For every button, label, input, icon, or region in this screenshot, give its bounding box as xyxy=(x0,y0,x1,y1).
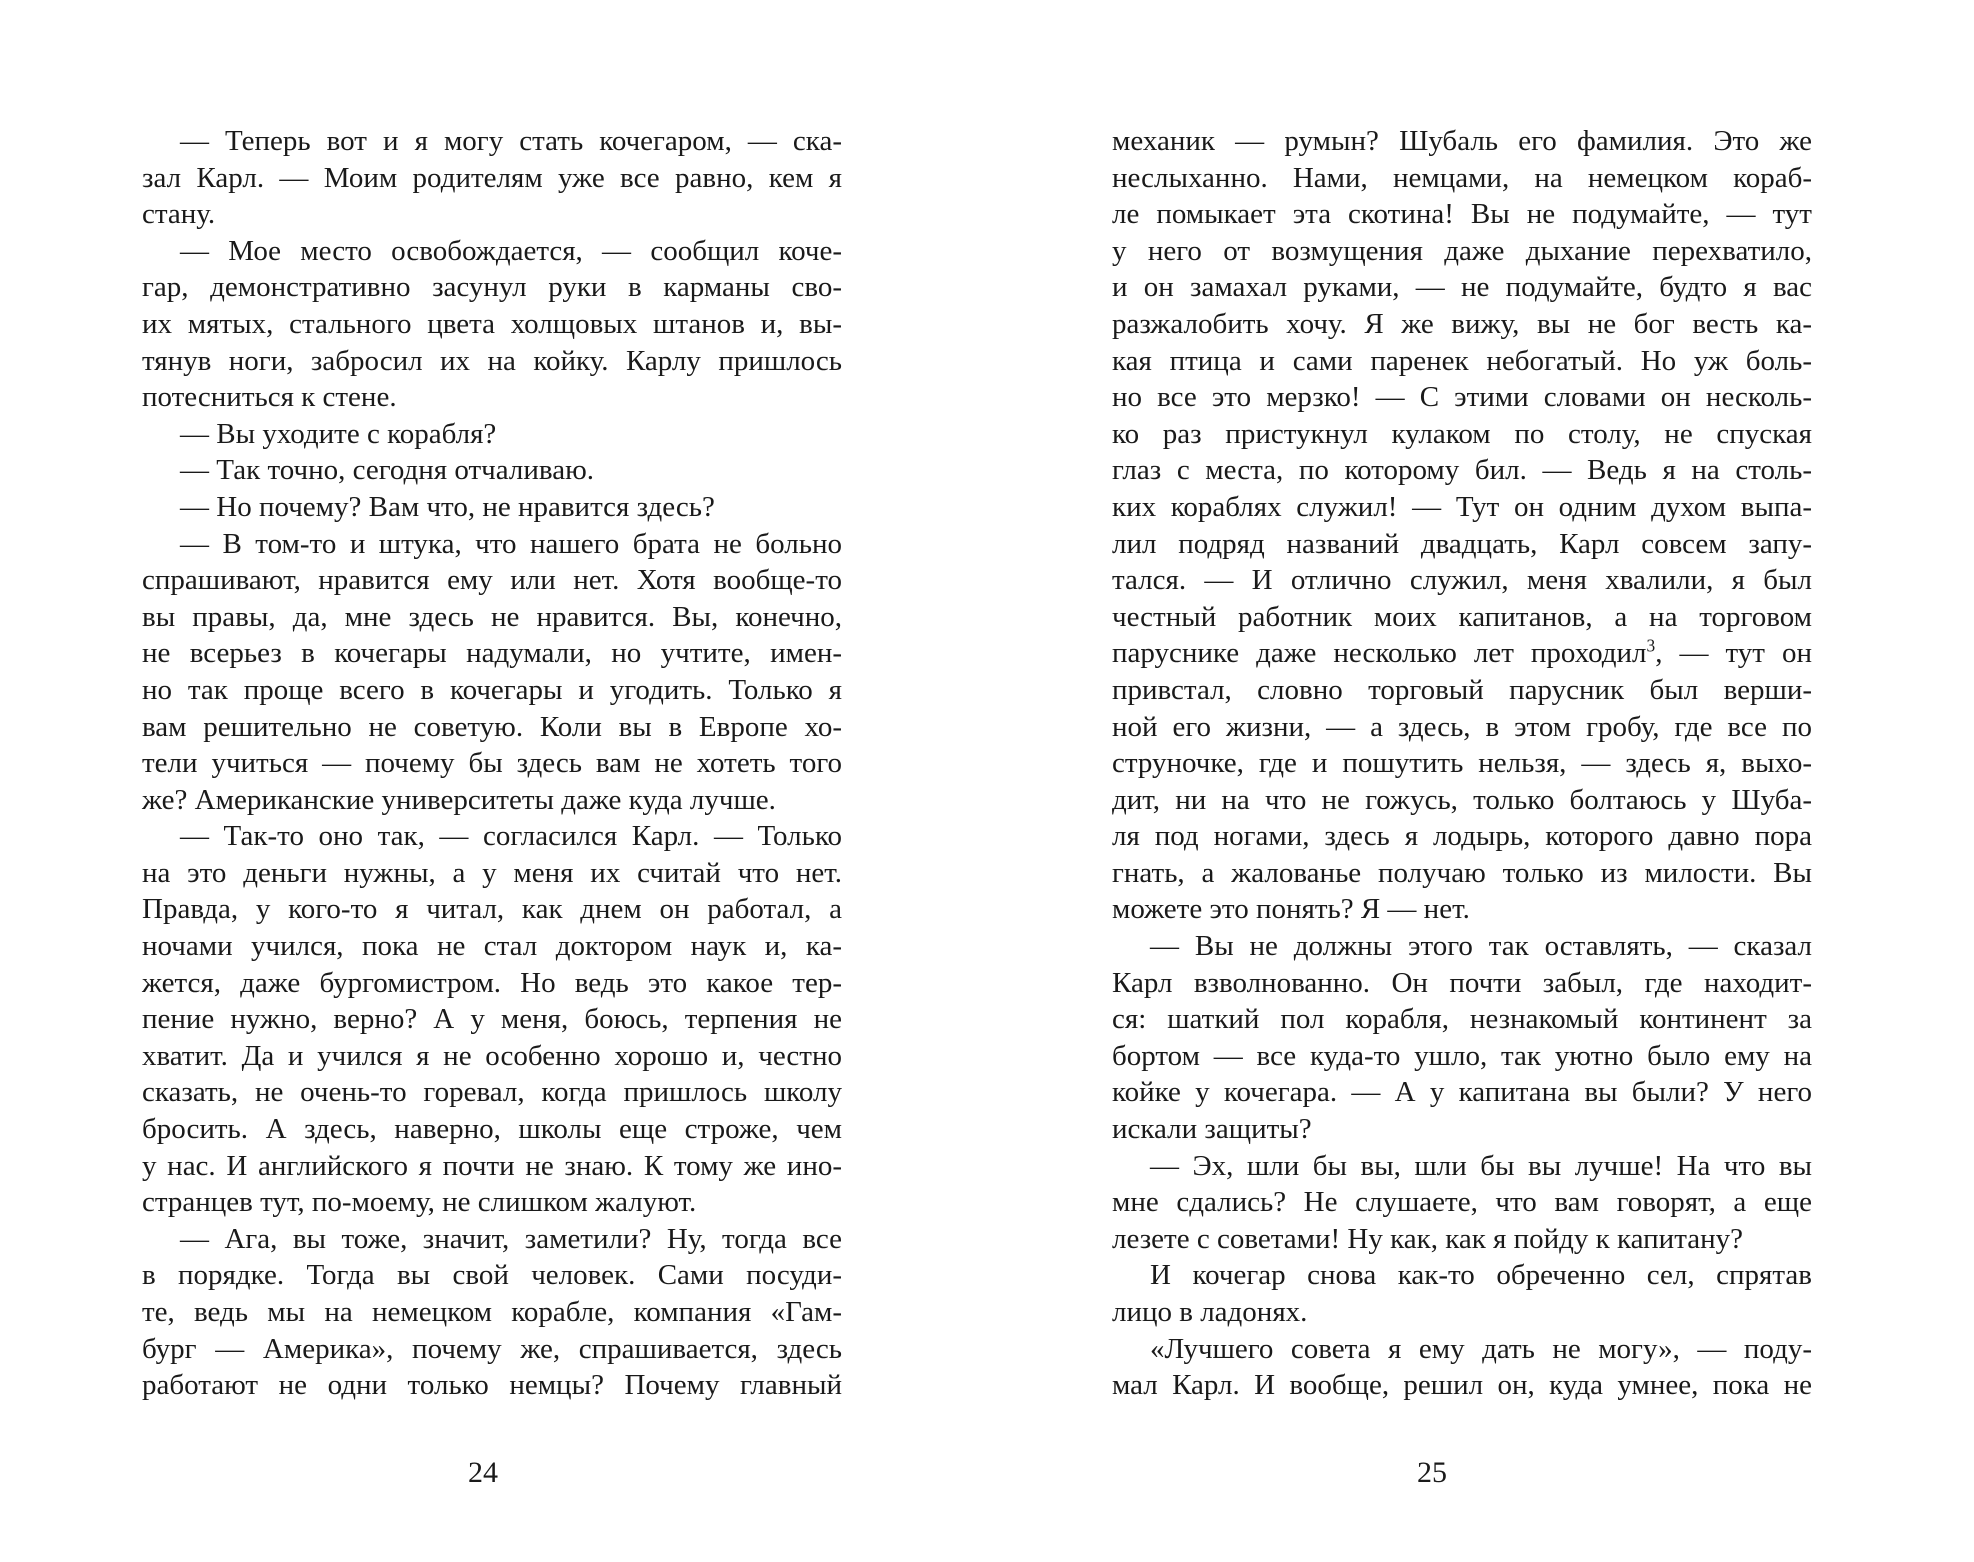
text-line xyxy=(1112,635,1812,672)
text-line: бортом — все куда-то ушло, так уютно было ему на xyxy=(1112,1039,1812,1072)
text-line-segment: , — тут он xyxy=(1655,637,1813,670)
text-line: честный работник моих капитанов, а на торговом xyxy=(1112,600,1812,633)
left-page-text xyxy=(142,123,842,1404)
text-line: сказать, не очень-то горевал, когда пришлось школу xyxy=(142,1076,842,1109)
text-line: гар, демонстративно засунул руки в карманы сво- xyxy=(142,271,842,304)
text-line: ночами учился, пока не стал доктором наук и, ка- xyxy=(142,930,842,963)
text-line: тянув ноги, забросил их на койку. Карлу пришлось xyxy=(142,344,842,377)
text-line: — Вы уходите с корабля? xyxy=(180,417,497,450)
text-line: кая птица и сами паренек небогатый. Но уж боль- xyxy=(1112,344,1812,377)
text-line: Правда, у кого-то я читал, как днем он работал, а xyxy=(142,893,842,926)
text-line: стану. xyxy=(142,198,216,231)
text-line: тался. — И отлично служил, меня хвалили, я был xyxy=(1112,564,1812,597)
text-line: ко раз пристукнул кулаком по столу, не спуская xyxy=(1112,417,1812,450)
text-line: не всерьез в кочегары надумали, но учтите, имен- xyxy=(142,637,842,670)
text-line: глаз с места, по которому бил. — Ведь я на столь- xyxy=(1112,454,1812,487)
text-line: вы правы, да, мне здесь не нравится. Вы, конечно, xyxy=(142,600,842,633)
text-line: койке у кочегара. — А у капитана вы были? У него xyxy=(1112,1076,1812,1109)
text-line: зал Карл. — Моим родителям уже все равно, кем я xyxy=(142,161,842,194)
text-line: спрашивают, нравится ему или нет. Хотя вообще-то xyxy=(142,564,842,597)
text-line: искали защиты? xyxy=(1112,1113,1312,1146)
text-line: — Мое место освобождается, — сообщил коче- xyxy=(180,234,842,267)
text-line: ной его жизни, — а здесь, в этом гробу, где все по xyxy=(1112,710,1812,743)
text-line: мал Карл. И вообще, решил он, куда умнее, пока не xyxy=(1112,1369,1812,1402)
text-line: лил подряд названий двадцать, Карл совсем запу- xyxy=(1112,527,1812,560)
text-line: ле помыкает эта скотина! Вы не подумайте, — тут xyxy=(1112,198,1812,231)
right-page-text xyxy=(1112,123,1812,1404)
page-number-left: 24 xyxy=(468,1456,498,1489)
text-line: неслыханно. Нами, немцами, на немецком кораб- xyxy=(1112,161,1812,194)
text-line: мне сдались? Не слушаете, что вам говорят, а еще xyxy=(1112,1186,1812,1219)
text-line: можете это понять? Я — нет. xyxy=(1112,893,1470,926)
text-line: но все это мерзко! — С этими словами он несколь- xyxy=(1112,381,1812,414)
text-line: но так проще всего в кочегары и угодить. Только я xyxy=(142,673,842,706)
text-line: — Так-то оно так, — согласился Карл. — Только xyxy=(180,820,842,853)
text-line: работают не одни только немцы? Почему главный xyxy=(142,1369,842,1402)
text-line: струночке, где и пошутить нельзя, — здесь я, выхо- xyxy=(1112,747,1812,780)
text-line: разжалобить хочу. Я же вижу, вы не бог весть ка- xyxy=(1112,307,1812,340)
text-line: ля под ногами, здесь я лодырь, которого давно пора xyxy=(1112,820,1812,853)
text-line: на это деньги нужны, а у меня их считай что нет. xyxy=(142,856,842,889)
text-line: — Теперь вот и я могу стать кочегаром, — ска- xyxy=(180,125,842,157)
right-page xyxy=(987,0,1974,1562)
text-line: бросить. А здесь, наверно, школы еще строже, чем xyxy=(142,1113,842,1146)
text-line: пение нужно, верно? А у меня, боюсь, терпения не xyxy=(142,1003,842,1036)
text-line: те, ведь мы на немецком корабле, компания «Гам- xyxy=(142,1296,842,1328)
text-line: в порядке. Тогда вы свой человек. Сами посуди- xyxy=(142,1259,842,1292)
text-line: — Но почему? Вам что, не нравится здесь? xyxy=(180,490,715,523)
text-line: И кочегар снова как-то обреченно сел, спрятав xyxy=(1150,1259,1812,1292)
text-line: — В том-то и штука, что нашего брата не больно xyxy=(180,527,842,560)
text-line: дит, ни на что не гожусь, только болтаюсь у Шуба- xyxy=(1112,783,1812,816)
text-line: — Так точно, сегодня отчаливаю. xyxy=(180,454,594,487)
text-line: лезете с советами! Ну как, как я пойду к капитану? xyxy=(1112,1222,1743,1255)
text-line: Карл взволнованно. Он почти забыл, где находит- xyxy=(1112,966,1812,999)
text-line: же? Американские университеты даже куда лучше. xyxy=(142,783,776,816)
text-line: тели учиться — почему бы здесь вам не хотеть того xyxy=(142,747,842,780)
text-line: лицо в ладонях. xyxy=(1112,1296,1308,1328)
footnote-marker: 3 xyxy=(1646,635,1656,656)
text-line: ся: шаткий пол корабля, незнакомый континент за xyxy=(1112,1003,1812,1036)
text-line-segment: паруснике даже несколько лет проходил xyxy=(1112,637,1647,670)
text-line: ких кораблях служил! — Тут он одним духом выпа- xyxy=(1112,490,1812,523)
text-line: у нас. И английского я почти не знаю. К тому же ино- xyxy=(142,1149,842,1182)
text-line: жется, даже бургомистром. Но ведь это какое тер- xyxy=(142,966,842,999)
text-line: и он замахал руками, — не подумайте, будто я вас xyxy=(1112,271,1812,304)
text-line: привстал, словно торговый парусник был верши- xyxy=(1112,673,1812,706)
text-line: «Лучшего совета я ему дать не могу», — поду- xyxy=(1150,1332,1812,1365)
text-line: у него от возмущения даже дыхание перехватило, xyxy=(1112,234,1812,267)
text-line: их мятых, стального цвета холщовых штанов и, вы- xyxy=(142,307,842,340)
text-line: хватит. Да и учился я не особенно хорошо и, честно xyxy=(142,1039,842,1072)
page-number-right: 25 xyxy=(1417,1456,1447,1489)
text-line: гнать, а жалованье получаю только из милости. Вы xyxy=(1112,856,1812,889)
text-line: вам решительно не советую. Коли вы в Европе хо- xyxy=(142,710,842,743)
text-line: — Эх, шли бы вы, шли бы вы лучше! На что вы xyxy=(1150,1149,1812,1182)
text-line: — Вы не должны этого так оставлять, — сказал xyxy=(1150,930,1812,963)
text-line: механик — румын? Шубаль его фамилия. Это же xyxy=(1112,125,1812,157)
text-line: странцев тут, по-моему, не слишком жалуют. xyxy=(142,1186,697,1219)
text-line: бург — Америка», почему же, спрашивается, здесь xyxy=(142,1332,842,1365)
text-line: потесниться к стене. xyxy=(142,381,397,414)
text-line: — Ага, вы тоже, значит, заметили? Ну, тогда все xyxy=(180,1222,842,1255)
